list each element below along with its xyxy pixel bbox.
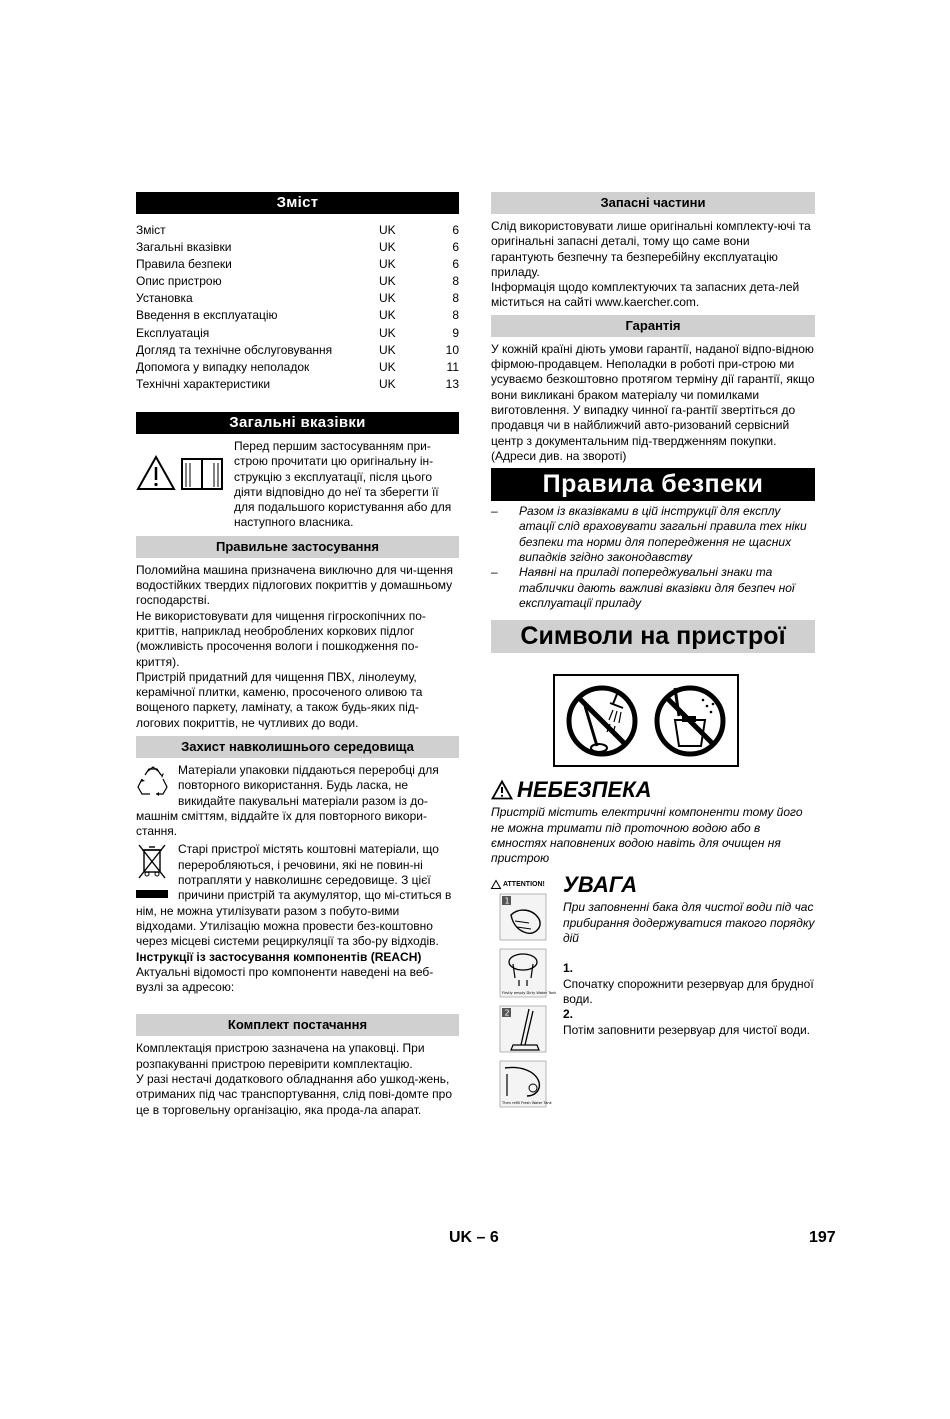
step2-number: 2. [563, 1007, 574, 1022]
toc-page: 13 [445, 376, 459, 391]
list-item [491, 565, 815, 611]
warranty-heading: Гарантія [491, 315, 815, 337]
toc-page: 8 [452, 308, 459, 323]
toc-row [136, 342, 459, 359]
toc-lang: UK [379, 257, 396, 272]
no-bucket-icon [657, 688, 723, 754]
packaging-block [136, 763, 459, 839]
list-dash: – [491, 504, 498, 519]
step1-number: 1. [563, 961, 574, 976]
toc-row [136, 325, 459, 342]
toc-heading: Зміст [136, 192, 459, 214]
danger-text: Пристрій містить електричні компоненти тому його не можна тримати під проточною водою або в ємностях наповнених водою навіть для очищен ня пристрою [491, 805, 803, 866]
danger-title-row [491, 777, 815, 803]
packaging-text: Матеріали упаковки піддаються переробці для повторного використання. Будь ласка, не викидайте пакувальні матеріали разом із до-машнім сміттям, віддайте їх для повторного викори-стання. [136, 762, 439, 839]
old-devices-text: Старі пристрої містять коштовні матеріали, що переробляються, і речовини, які не повин-ні потрапляти у навколишнє середовище. З цієї причини пристрій та акумулятор, що мі-ститься в нім, не можна утилізувати разом з побуто-вими відходами. Утилізацію можна провести без-коштовно через місцеві системи рециркуляції та збо-ру відходів. [136, 842, 452, 949]
toc-lang: UK [379, 308, 396, 323]
attention-illustrations [491, 880, 557, 1113]
empty-dirty-tank-icon [499, 948, 557, 998]
toc-title: Експлуатація [136, 325, 210, 340]
toc-page: 10 [445, 342, 459, 357]
footer-section-label: UK – 6 [449, 1229, 499, 1246]
img-caption-1: Firstly empty Dirty Water Tank [502, 991, 557, 996]
toc-title: Установка [136, 291, 193, 306]
no-shower-icon [569, 688, 635, 754]
general-intro-text: Перед першим застосуванням при-строю прочитати цю оригінальну ін-струкцію з експлуатації, після цього діяти відповідно до неї та зберегти її для подальшого користування або для наступного власника. [234, 438, 452, 530]
toc-lang: UK [379, 359, 396, 374]
danger-title: НЕБЕЗПЕКА [517, 777, 652, 803]
toc-title: Опис пристрою [136, 274, 222, 289]
environment-heading: Захист навколишнього середовища [136, 736, 459, 758]
toc-title: Введення в експлуатацію [136, 308, 278, 323]
toc-row [136, 256, 459, 273]
hand-fill-tank-icon [499, 893, 547, 941]
toc-title: Догляд та технічне обслуговування [136, 342, 333, 357]
list-item [491, 504, 815, 565]
spare-parts-p1: Слід використовувати лише оригінальні комплекту-ючі та оригінальні запасні деталі, тому що саме вони гарантують безпечну та безперебійну експлуатацію приладу. [491, 219, 811, 279]
toc-row [136, 290, 459, 307]
toc-page: 9 [452, 325, 459, 340]
delivery-p2: У разі нестачі додаткового обладнання або ушкод-жень, отриманих під час транспортування, слід пові-домте про це в торговельну організацію, яка прода-ла апарат. [136, 1072, 453, 1117]
toc-lang: UK [379, 274, 396, 289]
toc-lang: UK [379, 223, 396, 237]
toc-title: Зміст [136, 223, 166, 237]
toc-lang: UK [379, 376, 396, 391]
attention-block [491, 872, 815, 1110]
reach-text: Актуальні відомості про компоненти наведені на веб-вузлі за адресою: [136, 964, 434, 995]
attention-label: ATTENTION! [503, 881, 545, 889]
recycle-icon [136, 765, 170, 799]
toc-row [136, 376, 459, 393]
safety-item-text: Наявні на приладі попереджувальні знаки та таблички дають важливі вказівки для безпеч ної експлуатації приладу [519, 565, 795, 610]
toc-lang: UK [379, 291, 396, 306]
warranty-p2: (Адреси див. на звороті) [491, 448, 627, 463]
symbols-heading: Символи на пристрої [491, 620, 815, 653]
img-num-1: 1 [504, 896, 510, 906]
old-devices-block [136, 842, 459, 949]
img-num-2: 2 [504, 1008, 510, 1018]
toc-row [136, 273, 459, 290]
proper-use-heading: Правильне застосування [136, 536, 459, 558]
step2-text: Потім заповнити резервуар для чистої води. [563, 1022, 811, 1037]
proper-use-p3: Пристрій придатний для чищення ПВХ, лінолеуму, керамічної плитки, каменю, просоченого оливою та вощеного паркету, ламінату, а також будь-яких під-логових покриттів, не чутливих до води. [136, 669, 423, 730]
safety-item-text: Разом із вказівками в цій інструкції для експлу атації слід враховувати загальні правила тех ніки безпеки та норми для попередження не щасних випадків згідно законодавству [519, 504, 807, 565]
toc-page: 6 [452, 223, 459, 237]
mop-upright-icon [499, 1005, 547, 1053]
manual-warning-icons [136, 439, 234, 503]
device-symbols-panel [553, 674, 739, 767]
toc-row [136, 239, 459, 256]
footer-page-number: 197 [809, 1229, 836, 1246]
table-of-contents [136, 222, 459, 393]
toc-title: Загальні вказівки [136, 240, 232, 255]
warning-triangle-icon [491, 780, 513, 800]
step1-text: Спочатку спорожнити резервуар для брудної води. [563, 976, 814, 1006]
small-warning-icon [491, 880, 501, 889]
delivery-p1: Комплектація пристрою зазначена на упаковці. При розпакуванні пристрою перевірити комплектацію. [136, 1041, 425, 1071]
toc-title: Технічні характеристики [136, 376, 271, 391]
toc-page: 6 [452, 240, 459, 255]
spare-parts-p2: Інформація щодо комплектуючих та запасних дета-лей міститься на сайті www.kaercher.com. [491, 280, 800, 310]
toc-lang: UK [379, 342, 396, 357]
warning-triangle-book-icon [136, 453, 230, 493]
toc-row [136, 307, 459, 324]
attention-text-block [563, 872, 815, 1037]
toc-lang: UK [379, 325, 396, 340]
delivery-heading: Комплект постачання [136, 1014, 459, 1036]
general-heading: Загальні вказівки [136, 412, 459, 434]
crossed-bin-icon [136, 842, 168, 900]
toc-page: 6 [452, 257, 459, 272]
refill-fresh-tank-icon [499, 1060, 552, 1108]
toc-page: 8 [452, 274, 459, 289]
toc-title: Правила безпеки [136, 257, 232, 272]
warranty-p1: У кожній країні діють умови гарантії, наданої відпо-відною фірмою-продавцем. Неполадки в роботі при-строю ми усуваємо безкоштовно протягом терміну дії гарантії, якщо вони викликані браком матеріалу чи помилками виготовлення. У випадку чинної га-рантії звертіться до продавця чи в найближчий авто-ризований сервісний центр з документальним під-твердженням покупки. [491, 341, 815, 448]
reach-title: Інструкції із застосування компонентів (REACH) [136, 949, 422, 964]
attention-label-row [491, 880, 551, 889]
spare-parts-heading: Запасні частини [491, 192, 815, 214]
proper-use-p1: Поломийна машина призначена виключно для чи-щення водостійких твердих підлогових покриттів у домашньому господарстві. [136, 562, 454, 608]
toc-lang: UK [379, 240, 396, 255]
toc-row [136, 359, 459, 376]
toc-title: Допомога у випадку неполадок [136, 359, 310, 374]
toc-page: 11 [446, 359, 459, 374]
attention-text: При заповненні бака для чистої води під час прибирання додержуватися такого порядку дій [563, 900, 815, 946]
proper-use-p2: Не використовувати для чищення гігроскопічних по-криттів, наприклад необроблених коркових підлог (можливість просочення вологи і пошкодження по-криття). [136, 608, 426, 669]
list-dash: – [491, 565, 498, 580]
no-water-symbols-icon [555, 676, 737, 765]
toc-row [136, 222, 459, 239]
left-column [136, 192, 459, 1118]
general-intro-row [136, 439, 459, 531]
toc-page: 8 [452, 291, 459, 306]
safety-list [491, 504, 815, 611]
safety-heading: Правила безпеки [491, 468, 815, 501]
right-column [491, 192, 815, 1110]
img-caption-2: Then refill Fresh Water Tank [502, 1101, 552, 1106]
attention-title: УВАГА [563, 872, 638, 898]
